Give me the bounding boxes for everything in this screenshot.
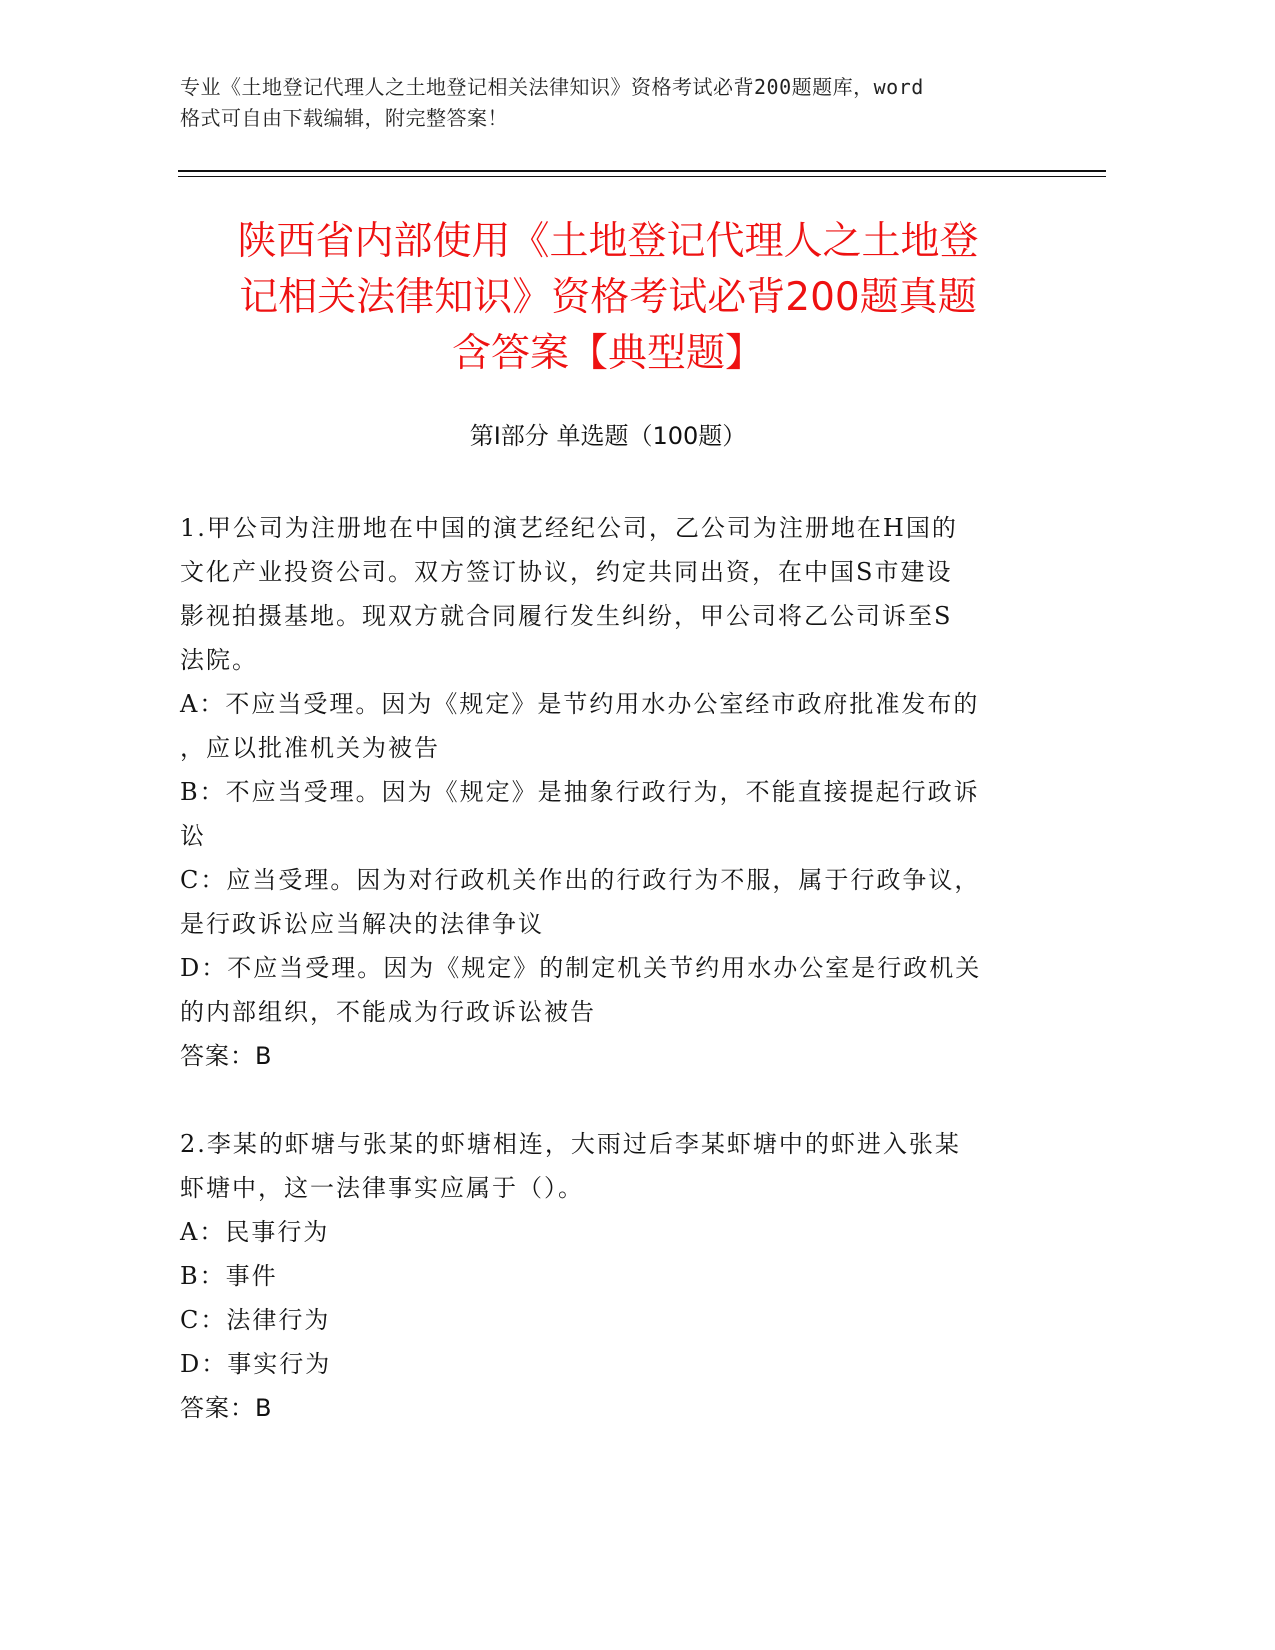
option-d [180,1342,1040,1386]
option-line: B：不应当受理。因为《规定》是抽象行政行为，不能直接提起行政诉 [180,778,980,806]
option-line: B：事件 [180,1262,278,1290]
header-note-line-2: 格式可自由下载编辑，附完整答案！ [180,106,508,130]
option-line: 的内部组织，不能成为行政诉讼被告 [180,998,596,1026]
option-line: C：应当受理。因为对行政机关作出的行政行为不服，属于行政争议， [180,866,981,894]
question-stem-line: 文化产业投资公司。双方签订协议，约定共同出资，在中国S市建设 [180,558,953,586]
header-divider-thick [178,170,1106,172]
answer-label: 答案：B [180,1394,273,1422]
option-a [180,1210,1040,1254]
option-line: 讼 [180,822,206,850]
option-line: D：不应当受理。因为《规定》的制定机关节约用水办公室是行政机关 [180,954,982,982]
question-stem-line: 1.甲公司为注册地在中国的演艺经纪公司，乙公司为注册地在H国的 [180,514,958,542]
option-d [180,946,1040,1034]
section-title: 第Ⅰ部分 单选题（100题） [469,422,747,450]
question-stem-line: 2.李某的虾塘与张某的虾塘相连，大雨过后李某虾塘中的虾进入张某 [180,1130,961,1158]
question-stem-line: 影视拍摄基地。现双方就合同履行发生纠纷，甲公司将乙公司诉至S [180,602,953,630]
option-a [180,682,1040,770]
document-title [180,214,1036,382]
option-line: ，应以批准机关为被告 [180,734,440,762]
document-title-line-1: 陕西省内部使用《土地登记代理人之土地登 [237,219,979,264]
option-c [180,1298,1040,1342]
header-note-line-1: 专业《土地登记代理人之土地登记相关法律知识》资格考试必背200题题库，word [180,75,924,99]
header-divider-thin [178,176,1106,177]
document-title-line-3: 含答案【典型题】 [451,331,764,376]
option-c [180,858,1040,946]
option-line: A：民事行为 [180,1218,330,1246]
question-2 [180,1122,1040,1430]
option-line: D：事实行为 [180,1350,332,1378]
option-line: C：法律行为 [180,1306,331,1334]
question-1 [180,506,1040,1078]
document-title-line-2: 记相关法律知识》资格考试必背200题真题 [239,275,977,320]
option-line: 是行政诉讼应当解决的法律争议 [180,910,544,938]
question-stem [180,506,1040,682]
question-list [180,506,1040,1474]
answer-label: 答案：B [180,1042,273,1070]
question-stem-line: 法院。 [180,646,258,674]
header-note [180,72,1100,134]
question-stem [180,1122,1040,1210]
option-b [180,770,1040,858]
option-b [180,1254,1040,1298]
option-line: A：不应当受理。因为《规定》是节约用水办公室经市政府批准发布的 [180,690,980,718]
question-stem-line: 虾塘中，这一法律事实应属于（）。 [180,1174,584,1202]
